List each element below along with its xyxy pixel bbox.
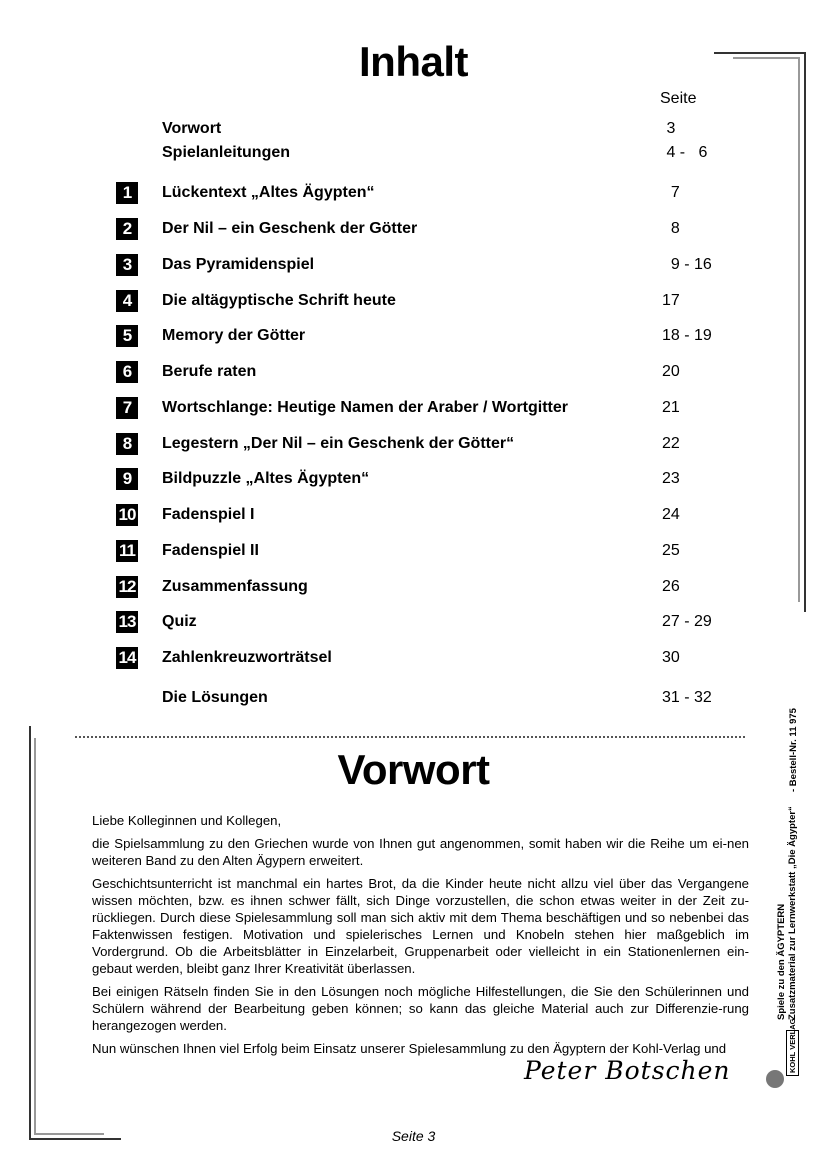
toc-entry[interactable] [0,142,827,164]
section-divider [75,736,745,738]
toc-entry-label: Wortschlange: Heutige Namen der Araber / Wortgitter [162,399,568,416]
sidebar-order-number: - Bestell-Nr. 11 975 [788,708,799,792]
toc-entry-label: Der Nil – ein Geschenk der Götter [162,220,418,237]
toc-entry[interactable] [0,254,827,276]
foreword-paragraph: Nun wünschen Ihnen viel Erfolg beim Einsatz unserer Spielesammlung zu den Ägyptern der Kohl-Verlag und [92,1041,727,1056]
sidebar-series-title: Spiele zu den ÄGYPTERN [776,903,787,1020]
toc-title: Inhalt [359,38,468,85]
toc-entry[interactable] [0,540,827,562]
toc-entry-number-badge: 11 [116,540,138,562]
toc-entry-pages: 20 [662,363,680,380]
page-number: Seite 3 [391,1128,436,1144]
toc-entry-label: Vorwort [162,120,222,137]
sidebar-series-info [776,806,798,1020]
toc-entry[interactable] [0,325,827,347]
toc-entry-label: Die Lösungen [162,689,268,706]
toc-entry[interactable] [0,433,827,455]
toc-entry-pages: 23 [662,470,680,487]
toc-entry[interactable] [0,647,827,669]
toc-entry[interactable] [0,397,827,419]
toc-entry-pages: 4 - 6 [662,144,708,161]
toc-entry-label: Berufe raten [162,363,257,380]
author-signature: Peter Botschen [524,1056,731,1085]
toc-entry[interactable] [0,468,827,490]
frame-left-line-inner [34,738,36,1135]
toc-entry-number-badge: 3 [116,254,138,276]
toc-entry-label: Spielanleitungen [162,144,291,161]
toc-entry[interactable] [0,118,827,140]
toc-entry-pages: 18 - 19 [662,327,712,344]
toc-entry-pages: 22 [662,435,680,452]
toc-entry-number-badge: 8 [116,433,138,455]
toc-entry-label: Die altägyptische Schrift heute [162,292,396,309]
foreword-title: Vorwort [337,746,490,793]
toc-entry-pages: 9 - 16 [662,256,712,273]
toc-entry-label: Fadenspiel I [162,506,255,523]
toc-entry-number-badge: 10 [116,504,138,526]
toc-entry-label: Memory der Götter [162,327,306,344]
toc-entry-number-badge: 12 [116,576,138,598]
toc-entry-pages: 21 [662,399,680,416]
toc-entry-solutions[interactable] [0,687,827,709]
toc-entry-pages: 17 [662,292,680,309]
toc-entry-label: Das Pyramidenspiel [162,256,315,273]
foreword-paragraph: Geschichtsunterricht ist manchmal ein hartes Brot, da die Kinder heute nicht allzu viel über das Vergangene wissen möchten, bzw. es ihnen schwer fällt, sich Dinge vorzustellen, die schon etwas weiter in der Zeit zu-rückliegen. Durch diese Spielesammlung soll man sich aktiv mit dem Thema beschäftigen und so nebenbei das Faktenwissen festigen. Motivation und spielerisches Lernen und Knobeln stehen hier maßgeblich im Vordergrund. Ob die Arbeitsblätter in Einzelarbeit, Gruppenarbeit oder vielleicht in ein Stationenlernen ein-gebaut werden, bleibt ganz Ihrer Kreativität überlassen. [92,876,749,976]
toc-entry[interactable] [0,611,827,633]
toc-entry-pages: 24 [662,506,680,523]
toc-entry-label: Quiz [162,613,197,630]
toc-entry-label: Fadenspiel II [162,542,259,559]
toc-entry-number-badge: 1 [116,182,138,204]
toc-entry[interactable] [0,576,827,598]
toc-entry-label: Legestern „Der Nil – ein Geschenk der Götter“ [162,435,515,452]
toc-entry[interactable] [0,504,827,526]
foreword-paragraph: die Spielsammlung zu den Griechen wurde von Ihnen gut angenommen, somit haben wir die Reihe um ei-nen weiteren Band zu den Alten Ägypern erweitert. [92,836,749,868]
toc-entry-label: Zahlenkreuzworträtsel [162,649,332,666]
toc-entry-number-badge: 13 [116,611,138,633]
toc-entry-pages: 30 [662,649,680,666]
toc-entry[interactable] [0,290,827,312]
toc-entry-number-badge: 2 [116,218,138,240]
toc-entry-label: Bildpuzzle „Altes Ägypten“ [162,470,370,487]
foreword-body [92,812,749,1063]
toc-entry[interactable] [0,361,827,383]
toc-entry-pages: 31 - 32 [662,689,712,706]
toc-entry-label: Lückentext „Altes Ägypten“ [162,184,375,201]
toc-entry-pages: 25 [662,542,680,559]
toc-entry-pages: 8 [662,220,680,237]
toc-entry[interactable] [0,182,827,204]
toc-entry-number-badge: 5 [116,325,138,347]
toc-entry-pages: 7 [662,184,680,201]
toc-entry-number-badge: 9 [116,468,138,490]
sidebar-series-subtitle: Zusatzmaterial zur Lernwerkstatt „Die Ägypter“ [787,806,798,1020]
publisher-logo-text: KOHL VERLAG [788,1018,797,1073]
toc-entry-pages: 26 [662,578,680,595]
foreword-paragraph: Liebe Kolleginnen und Kollegen, [92,813,282,828]
toc-entry-number-badge: 6 [116,361,138,383]
toc-entry-pages: 3 [662,120,676,137]
publisher-logo [764,1018,804,1092]
toc-entry-number-badge: 14 [116,647,138,669]
toc-entry-number-badge: 7 [116,397,138,419]
toc-entry[interactable] [0,218,827,240]
toc-entry-pages: 27 - 29 [662,613,712,630]
toc-page-column-header: Seite [660,90,697,107]
foreword-paragraph: Bei einigen Rätseln finden Sie in den Lösungen noch mögliche Hilfestellungen, die Sie den Schülerinnen und Schülern während der Bearbeitung geben können; so kann das gleiche Material auch zur Differenzie-rung herangezogen werden. [92,984,749,1033]
toc-entry-number-badge: 4 [116,290,138,312]
toc-entry-label: Zusammenfassung [162,578,308,595]
tree-icon [766,1070,784,1088]
